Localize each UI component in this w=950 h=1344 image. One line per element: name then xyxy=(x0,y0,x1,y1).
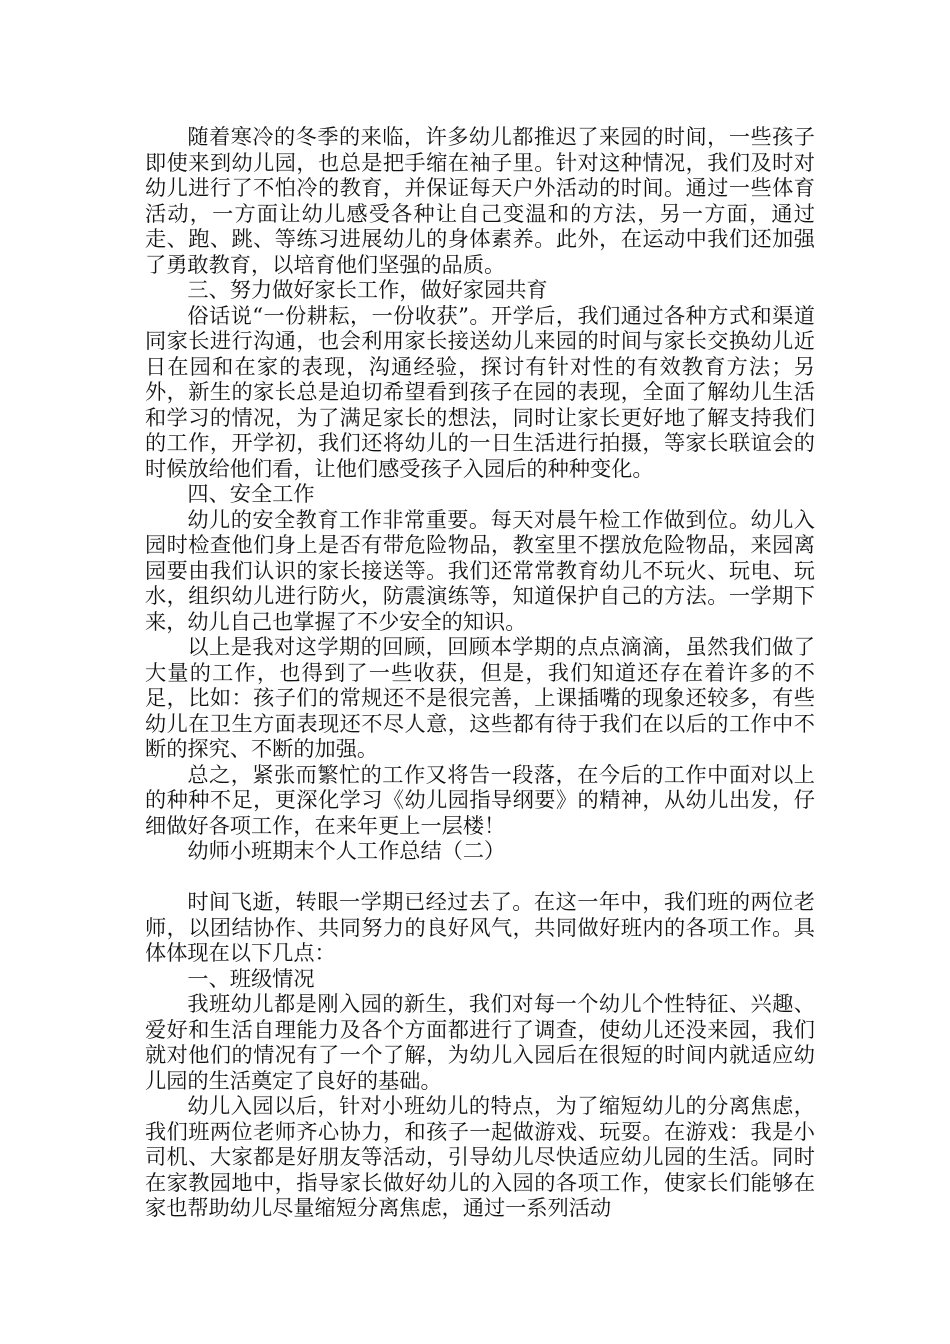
heading-class-situation: 一、班级情况 xyxy=(187,965,315,991)
paragraph-semester-review: 以上是我对这学期的回顾，回顾本学期的点点滴滴，虽然我们做了大量的工作，也得到了一些收获，但是，我们知道还存在着许多的不足，比如：孩子们的常规还不是很完善，上课插嘴的现象还较多，有些幼儿在卫生方面表现还不尽人意，这些都有待于我们在以后的工作中不断的探究、不断的加强。 xyxy=(145,634,815,761)
paragraph-new-children: 我班幼儿都是刚入园的新生，我们对每一个幼儿个性特征、兴趣、爱好和生活自理能力及各个方面都进行了调查，使幼儿还没来园，我们就对他们的情况有了一个了解，为幼儿入园后在很短的时间内就适应幼儿园的生活奠定了良好的基础。 xyxy=(145,991,815,1093)
paragraph-safety-education: 幼儿的安全教育工作非常重要。每天对晨午检工作做到位。幼儿入园时检查他们身上是否有带危险物品，教室里不摆放危险物品，来园离园要由我们认识的家长接送等。我们还常常教育幼儿不玩火、玩电、玩水，组织幼儿进行防火，防震演练等，知道保护自己的方法。一学期下来，幼儿自己也掌握了不少安全的知识。 xyxy=(145,506,815,634)
paragraph-winter-exercise: 随着寒冷的冬季的来临，许多幼儿都推迟了来园的时间，一些孩子即使来到幼儿园，也总是把手缩在袖子里。针对这种情况，我们及时对幼儿进行了不怕冷的教育，并保证每天户外活动的时间。通过一些体育活动，一方面让幼儿感受各种让自己变温和的方法，另一方面，通过走、跑、跳、等练习进展幼儿的身体素养。此外，在运动中我们还加强了勇敢教育，以培育他们坚强的品质。 xyxy=(145,124,815,277)
paragraph-conclusion: 总之，紧张而繁忙的工作又将告一段落，在今后的工作中面对以上的种种不足，更深化学习《幼儿园指导纲要》的精神，从幼儿出发，仔细做好各项工作，在来年更上一层楼！ xyxy=(145,761,815,838)
paragraph-separation-anxiety: 幼儿入园以后，针对小班幼儿的特点，为了缩短幼儿的分离焦虑，我们班两位老师齐心协力，和孩子一起做游戏、玩耍。在游戏：我是小司机、大家都是好朋友等活动，引导幼儿尽快适应幼儿园的生活。同时在家教园地中，指导家长做好幼儿的入园的各项工作，使家长们能够在家也帮助幼儿尽量缩短分离焦虑，通过一系列活动 xyxy=(145,1093,815,1220)
paragraph-parent-communication: 俗话说“一份耕耘，一份收获”。开学后，我们通过各种方式和渠道同家长进行沟通，也会利用家长接送幼儿来园的时间与家长交换幼儿近日在园和在家的表现，沟通经验，探讨有针对性的有效教育方法；另外，新生的家长总是迫切希望看到孩子在园的表现，全面了解幼儿生活和学习的情况，为了满足家长的想法，同时让家长更好地了解支持我们的工作，开学初，我们还将幼儿的一日生活进行拍摄，等家长联谊会的时候放给他们看，让他们感受孩子入园后的种种变化。 xyxy=(145,302,815,481)
blank-line xyxy=(145,864,815,890)
heading-parent-work: 三、努力做好家长工作，做好家园共育 xyxy=(187,277,548,302)
document-body xyxy=(145,124,815,1221)
heading-safety-work: 四、安全工作 xyxy=(187,481,315,506)
paragraph-time-passes: 时间飞逝，转眼一学期已经过去了。在这一年中，我们班的两位老师，以团结协作、共同努力的良好风气，共同做好班内的各项工作。具体体现在以下几点： xyxy=(145,889,815,965)
section-title-summary-two: 幼师小班期末个人工作总结（二） xyxy=(187,838,506,863)
